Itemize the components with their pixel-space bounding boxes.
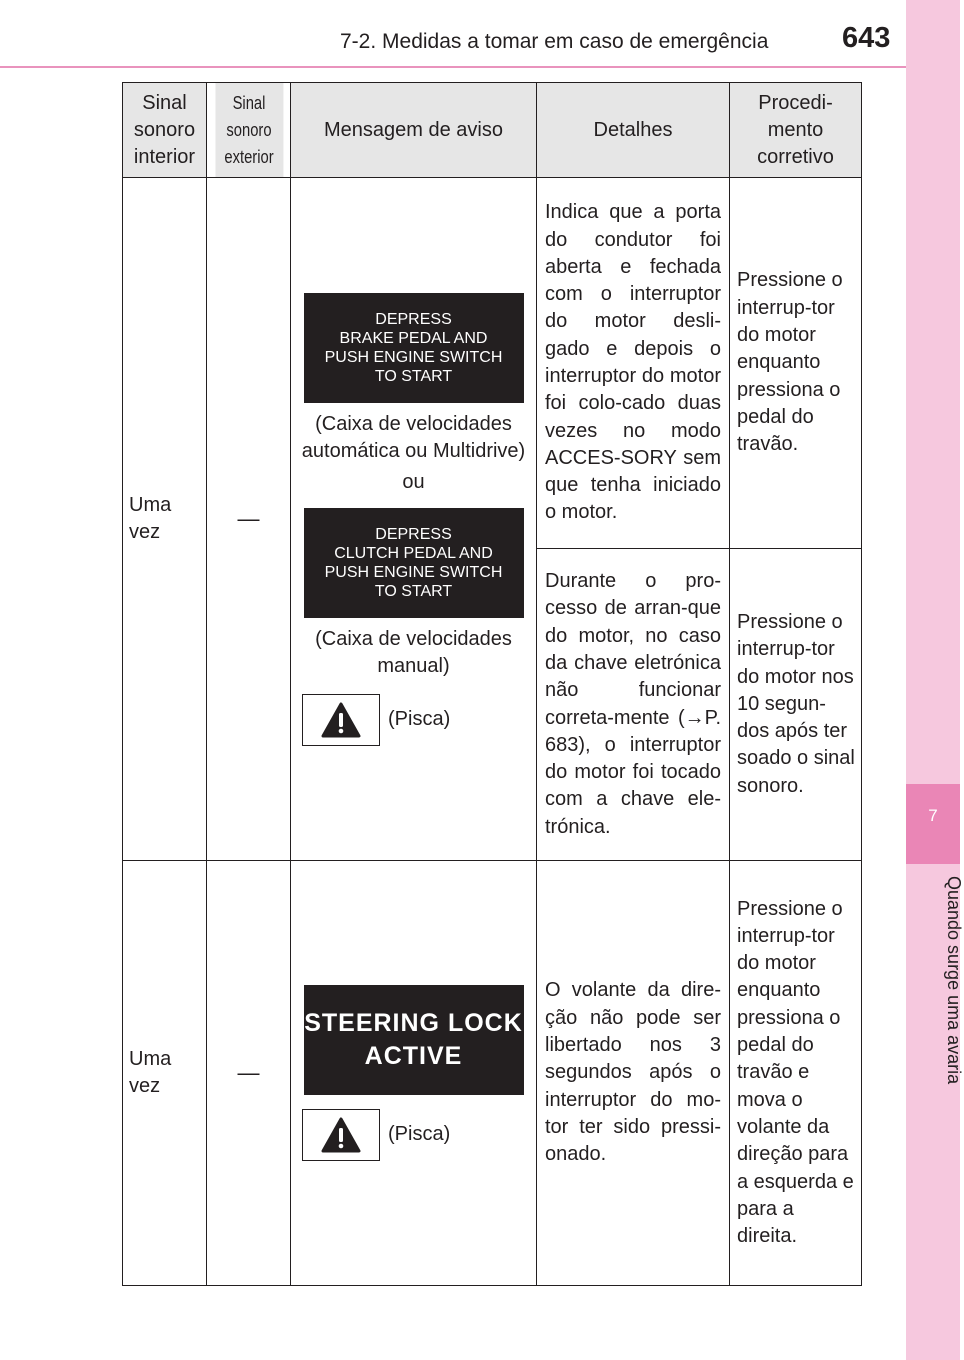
warning-message-cell <box>291 178 537 861</box>
details-cell: Durante o pro-cesso de arran-que do motor, no caso da chave eletrónica não funcionar correta-mente (→P. 683), o interruptor do motor foi tocado com a chave ele-trónica. <box>537 549 730 861</box>
or-text: ou <box>402 470 425 493</box>
details-cell: Indica que a porta do condutor foi aberta e fechada com o interruptor do motor desli-gado e depois o interruptor do motor foi colo-cado duas vezes no modo ACCES-SORY sem que tenha iniciado o motor. <box>537 178 730 549</box>
warning-triangle-icon <box>302 694 380 746</box>
header-procedure: Procedi-mento corretivo <box>730 83 862 178</box>
warning-buzzer-table <box>122 82 862 1286</box>
display-clutch-pedal-message: DEPRESS CLUTCH PEDAL AND PUSH ENGINE SWITCH TO START <box>304 508 524 618</box>
chapter-title: Quando surge uma avaria <box>944 876 964 1085</box>
warning-message-cell <box>291 861 537 1286</box>
display-steering-lock-message: STEERING LOCK ACTIVE <box>304 985 524 1095</box>
blink-indicator <box>301 694 526 746</box>
page-number: 643 <box>842 22 891 54</box>
details-cell: O volante da dire-ção não pode ser libertado nos 3 segundos após o interruptor do mo-tor ter sido pressi-onado. <box>537 861 730 1286</box>
header-rule <box>0 66 906 68</box>
blink-label: (Pisca) <box>388 1123 451 1146</box>
table-row <box>123 178 862 549</box>
exterior-buzzer-cell: — <box>207 861 291 1286</box>
chapter-number: 7 <box>928 806 938 825</box>
caption-manual: (Caixa de velocidades manual) <box>315 627 512 677</box>
header-exterior-buzzer: Sinal sonoro exterior <box>214 83 283 178</box>
blink-indicator <box>301 1109 526 1161</box>
display-brake-pedal-message: DEPRESS BRAKE PEDAL AND PUSH ENGINE SWITCH TO START <box>304 293 524 403</box>
section-title: 7-2. Medidas a tomar em caso de emergência <box>340 30 769 53</box>
procedure-cell: Pressione o interrup-tor do motor nos 10 segun-dos após ter soado o sinal sonoro. <box>730 549 862 861</box>
interior-buzzer-cell: Uma vez <box>123 178 207 861</box>
procedure-cell: Pressione o interrup-tor do motor enquanto pressiona o pedal do travão e mova o volante da direção para a esquerda e para a direita. <box>730 861 862 1286</box>
header-interior-buzzer: Sinal sonoro interior <box>123 83 207 178</box>
chapter-side-tab <box>906 0 964 1360</box>
warning-triangle-icon <box>302 1109 380 1161</box>
exterior-buzzer-cell: — <box>207 178 291 861</box>
interior-buzzer-cell: Uma vez <box>123 861 207 1286</box>
table-row <box>123 861 862 1286</box>
header-details: Detalhes <box>537 83 730 178</box>
procedure-cell: Pressione o interrup-tor do motor enquanto pressiona o pedal do travão. <box>730 178 862 549</box>
caption-automatic: (Caixa de velocidades automática ou Multidrive) <box>301 412 526 462</box>
table-header-row <box>123 83 862 178</box>
blink-label: (Pisca) <box>388 707 451 730</box>
header-warning-message: Mensagem de aviso <box>291 83 537 178</box>
